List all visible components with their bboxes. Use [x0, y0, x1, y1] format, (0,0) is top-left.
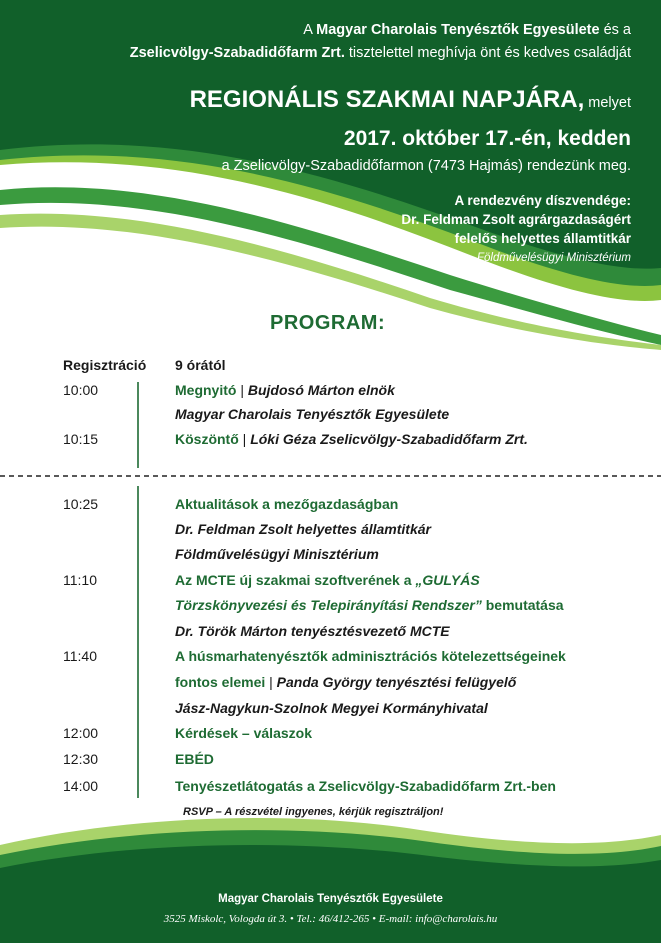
registration-label: Regisztráció — [63, 357, 147, 373]
separator: | — [265, 674, 277, 690]
guest-organization: Földművelésügyi Minisztérium — [476, 252, 631, 264]
program-item — [175, 623, 450, 639]
program-item-title: fontos elemei — [175, 674, 266, 690]
program-time: 11:40 — [63, 648, 97, 664]
header-line-1-prefix: A — [303, 22, 317, 38]
program-item-title: A húsmarhatenyésztők adminisztrációs kötelezettségeinek — [175, 648, 566, 664]
program-item — [175, 546, 379, 562]
program-item-speaker: Dr. Feldman Zsolt helyettes államtitkár — [175, 521, 431, 537]
footer-organization: Magyar Charolais Tenyésztők Egyesülete — [218, 893, 443, 905]
program-item — [175, 674, 516, 690]
program-item-title: EBÉD — [175, 751, 214, 767]
program-time: 14:00 — [63, 778, 99, 794]
program-item-title: bemutatása — [481, 597, 564, 613]
program-time: 10:25 — [63, 496, 99, 512]
program-item-title: Aktualitások a mezőgazdaságban — [175, 496, 399, 512]
program-item-detail: Magyar Charolais Tenyésztők Egyesülete — [175, 406, 450, 422]
program-time: 11:10 — [63, 572, 97, 588]
program-item — [175, 572, 480, 588]
event-suffix: melyet — [584, 95, 631, 111]
program-item — [175, 431, 528, 447]
program-item-title: Kérdések – válaszok — [175, 725, 312, 741]
program-item — [175, 778, 556, 794]
program-item — [175, 725, 312, 741]
separator: | — [236, 382, 248, 398]
separator: | — [238, 431, 251, 447]
co-organizer-name: Zselicvölgy-Szabadidőfarm Zrt. — [129, 45, 345, 61]
rsvp-note: RSVP – A részvétel ingyenes, kérjük regisztráljon! — [183, 806, 444, 818]
program-time: 10:00 — [63, 382, 99, 398]
program-item-speaker: Dr. Török Márton tenyésztésvezető MCTE — [175, 623, 450, 639]
program-item-title: Köszöntő — [175, 431, 239, 447]
guest-label: A rendezvény díszvendége: — [454, 193, 631, 208]
program-title: PROGRAM: — [270, 312, 386, 334]
event-date: 2017. október 17.-én, kedden — [343, 127, 631, 150]
program-item-speaker: Lóki Géza Zselicvölgy-Szabadidőfarm Zrt. — [250, 431, 528, 447]
program-item — [175, 496, 398, 512]
program-item-speaker: Bujdosó Márton elnök — [247, 382, 395, 398]
program-item — [175, 597, 564, 613]
program-item — [175, 700, 488, 716]
program-item-detail: Földművelésügyi Minisztérium — [175, 546, 379, 562]
header-line-1 — [303, 22, 631, 38]
program-time: 10:15 — [63, 431, 99, 447]
footer-contact: 3525 Miskolc, Vologda út 3. • Tel.: 46/412-265 • E-mail: info@charolais.hu — [163, 913, 498, 925]
program-item-speaker: Panda György tenyésztési felügyelő — [276, 674, 517, 690]
organizer-name: Magyar Charolais Tenyésztők Egyesülete — [316, 22, 600, 38]
program-item-title: Az MCTE új szakmai szoftverének a — [175, 572, 416, 588]
guest-name: Dr. Feldman Zsolt agrárgazdaságért — [401, 212, 631, 227]
program-item — [175, 406, 449, 422]
program-item — [175, 751, 214, 767]
program-time: 12:30 — [63, 751, 99, 767]
program-item-detail: Jász-Nagykun-Szolnok Megyei Kormányhivatal — [175, 700, 488, 716]
program-item-title: Tenyészetlátogatás a Zselicvölgy-Szabadidőfarm Zrt.-ben — [175, 778, 556, 794]
program-item-title-italic: „GULYÁS — [415, 572, 480, 588]
program-item-title: Megnyitó — [175, 382, 237, 398]
registration-time: 9 órától — [175, 357, 226, 373]
header-line-1-suffix: és a — [599, 22, 631, 38]
program-item — [175, 382, 395, 398]
program-item — [175, 521, 431, 537]
event-title — [190, 86, 631, 114]
header-line-2 — [130, 45, 631, 61]
program-item-title-italic: Törzskönyvezési és Telepirányítási Rendszer” — [175, 597, 482, 613]
event-name: REGIONÁLIS SZAKMAI NAPJÁRA, — [189, 86, 585, 113]
event-location: a Zselicvölgy-Szabadidőfarmon (7473 Hajmás) rendezünk meg. — [221, 158, 631, 174]
program-time: 12:00 — [63, 725, 99, 741]
invitation-text: tisztelettel meghívja önt és kedves családját — [344, 45, 631, 61]
guest-title: felelős helyettes államtitkár — [454, 231, 631, 246]
program-item — [175, 648, 566, 664]
